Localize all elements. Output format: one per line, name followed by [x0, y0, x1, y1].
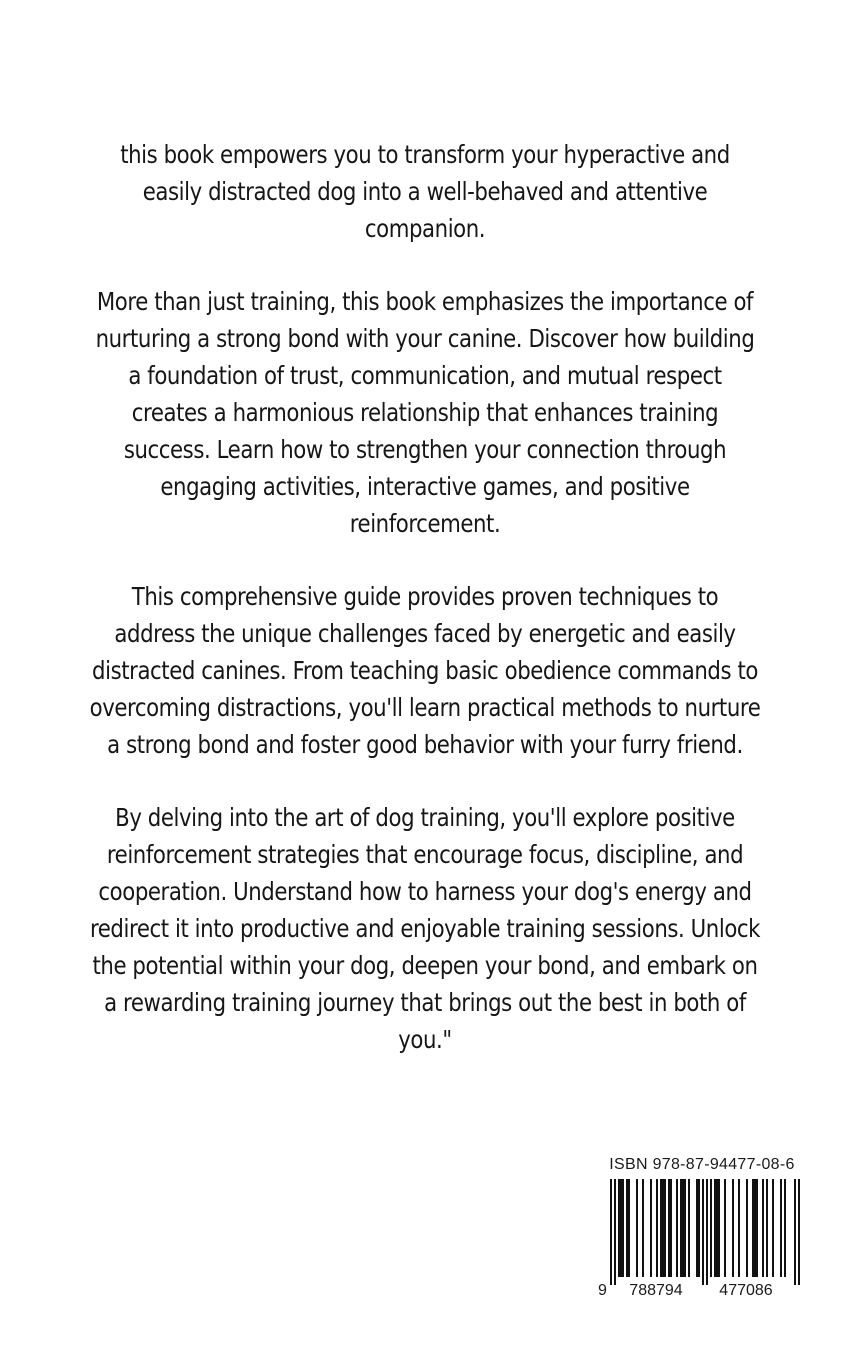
blurb-paragraph-1: this book empowers you to transform your hyperactive and easily distracted dog into a well-behaved and attentive companion.	[120, 140, 730, 243]
barcode-bar	[772, 1179, 774, 1277]
barcode-bar	[636, 1179, 638, 1277]
barcode-bar	[628, 1179, 630, 1277]
barcode-bar	[766, 1179, 768, 1277]
barcode-first-digit: 9	[598, 1282, 607, 1297]
barcode-bar	[724, 1179, 726, 1277]
barcode-guard-bar	[798, 1179, 800, 1285]
barcode-bar	[718, 1179, 720, 1277]
barcode-guard-bar	[706, 1179, 708, 1285]
barcode-bar	[618, 1179, 620, 1277]
barcode-bar	[696, 1179, 698, 1277]
barcode-bars	[610, 1179, 800, 1285]
barcode-right-digits: 477086	[719, 1282, 773, 1297]
barcode-bar	[754, 1179, 756, 1277]
blurb-paragraph-2: More than just training, this book emphasizes the importance of nurturing a strong bond with your canine. Discover how building a foundation of trust, communication, and mutual respect creates a harmonious relationship that enhances training success. Learn how to strengthen your connection through engaging activities, interactive games, and positive reinforcement.	[95, 287, 755, 538]
barcode-guard-bar	[610, 1179, 612, 1285]
barcode-bar	[684, 1179, 686, 1277]
isbn-barcode	[596, 1151, 808, 1298]
barcode-bar	[660, 1179, 662, 1277]
barcode-bar	[620, 1179, 622, 1277]
barcode-bar	[656, 1179, 658, 1277]
barcode-guard-bar	[794, 1179, 796, 1285]
blurb-paragraph-4: By delving into the art of dog training, you'll explore positive reinforcement strategies that encourage focus, discipline, and cooperation. Understand how to harness your dog's energy and redirect it into productive and enjoyable training sessions. Unlock the potential within your dog, deepen your bond, and embark on a rewarding training journey that brings out the best in both of you."	[89, 803, 761, 1054]
barcode-bar	[732, 1179, 734, 1277]
barcode-bar	[688, 1179, 690, 1277]
barcode-bar	[664, 1179, 666, 1277]
barcode-bar	[698, 1179, 700, 1277]
blurb-paragraph-3: This comprehensive guide provides proven techniques to address the unique challenges faced by energetic and easily distracted canines. From teaching basic obedience commands to overcoming distractions, you'll learn practical methods to nurture a strong bond and foster good behavior with your furry friend.	[89, 582, 761, 759]
barcode-bar	[622, 1179, 624, 1277]
barcode-bar	[676, 1179, 678, 1277]
isbn-label: ISBN 978-87-94477-08-6	[609, 1156, 795, 1173]
barcode-bar	[780, 1179, 782, 1277]
barcode-bar	[784, 1179, 786, 1277]
barcode-bar	[716, 1179, 718, 1277]
barcode-guard-bar	[702, 1179, 704, 1285]
barcode-left-digits: 788794	[629, 1282, 683, 1297]
barcode-bar	[762, 1179, 764, 1277]
barcode-bar	[738, 1179, 740, 1277]
barcode-bar	[626, 1179, 628, 1277]
barcode-bar	[710, 1179, 712, 1277]
barcode-bar	[668, 1179, 670, 1277]
barcode-bar	[650, 1179, 652, 1277]
barcode-bar	[680, 1179, 682, 1277]
barcode-bar	[670, 1179, 672, 1277]
barcode-bar	[662, 1179, 664, 1277]
barcode-bar	[714, 1179, 716, 1277]
barcode-guard-bar	[614, 1179, 616, 1285]
blurb-text	[30, 136, 820, 1058]
barcode-bar	[752, 1179, 754, 1277]
barcode-bar	[682, 1179, 684, 1277]
barcode-bar	[746, 1179, 748, 1277]
barcode-bar	[756, 1179, 758, 1277]
barcode-graphic	[596, 1179, 808, 1297]
barcode-bar	[642, 1179, 644, 1277]
